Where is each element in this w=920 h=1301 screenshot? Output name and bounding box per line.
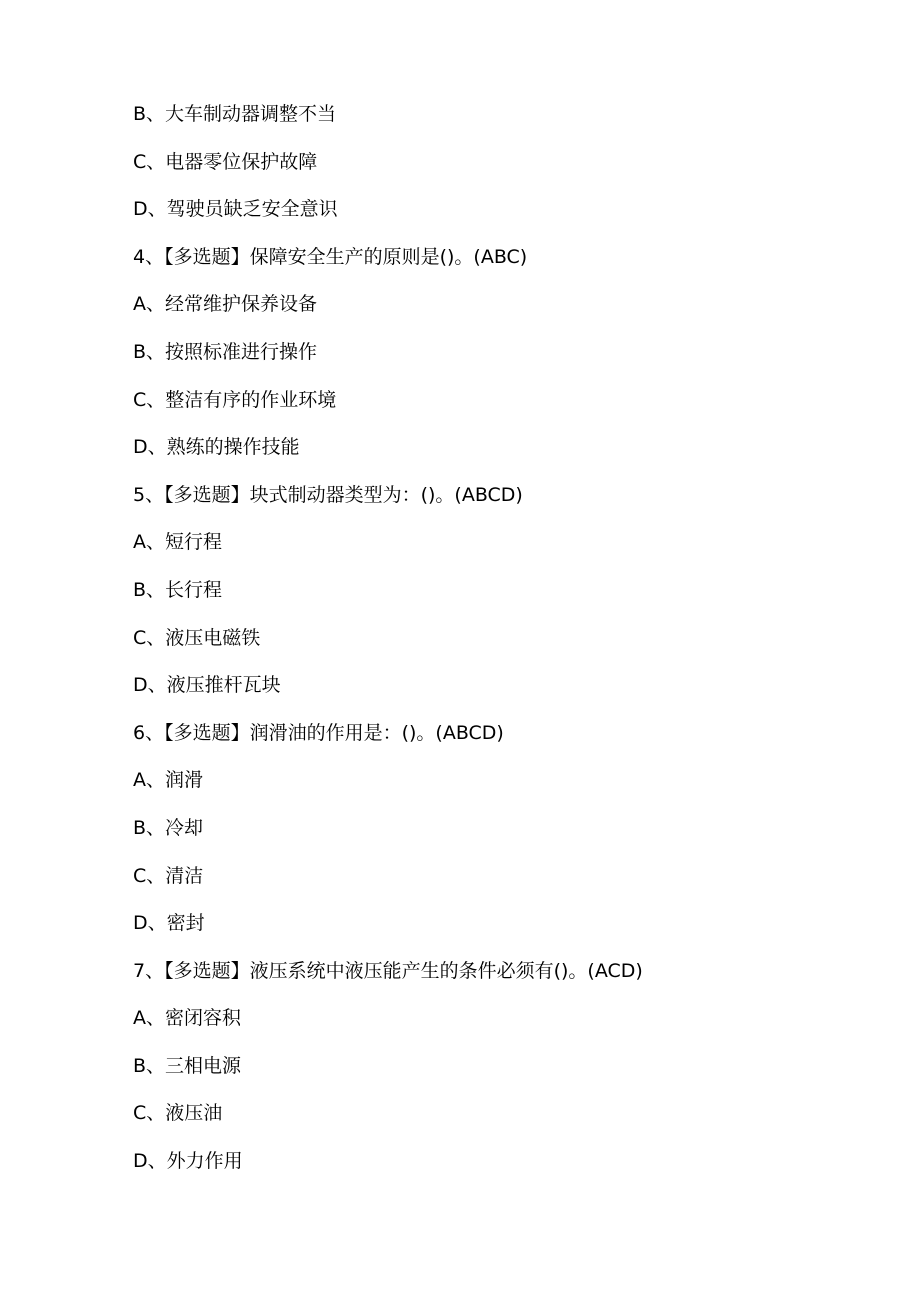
option-line: D、外力作用	[133, 1150, 243, 1173]
option-line: A、经常维护保养设备	[133, 293, 317, 316]
option-line: A、润滑	[133, 769, 203, 792]
option-line: C、液压油	[133, 1102, 223, 1125]
option-line: A、短行程	[133, 531, 222, 554]
question-line: 7、【多选题】液压系统中液压能产生的条件必须有()。(ACD)	[133, 959, 643, 982]
option-line: D、驾驶员缺乏安全意识	[133, 198, 338, 221]
option-line: B、长行程	[133, 578, 223, 601]
option-line: C、液压电磁铁	[133, 626, 261, 649]
question-line: 5、【多选题】块式制动器类型为：()。(ABCD)	[133, 483, 523, 506]
option-line: B、三相电源	[133, 1054, 242, 1077]
option-line: D、液压推杆瓦块	[133, 674, 281, 697]
option-line: D、密封	[133, 912, 205, 935]
question-line: 4、【多选题】保障安全生产的原则是()。(ABC)	[133, 245, 528, 268]
option-line: C、电器零位保护故障	[133, 150, 318, 173]
question-list	[133, 99, 873, 1194]
option-line: B、大车制动器调整不当	[133, 103, 337, 125]
option-line: C、清洁	[133, 864, 204, 887]
option-line: B、按照标准进行操作	[133, 340, 318, 363]
option-line: C、整洁有序的作业环境	[133, 388, 337, 411]
option-line: D、熟练的操作技能	[133, 436, 300, 459]
question-line: 6、【多选题】润滑油的作用是：()。(ABCD)	[133, 721, 504, 744]
option-line: A、密闭容积	[133, 1007, 241, 1030]
option-line: B、冷却	[133, 816, 204, 839]
